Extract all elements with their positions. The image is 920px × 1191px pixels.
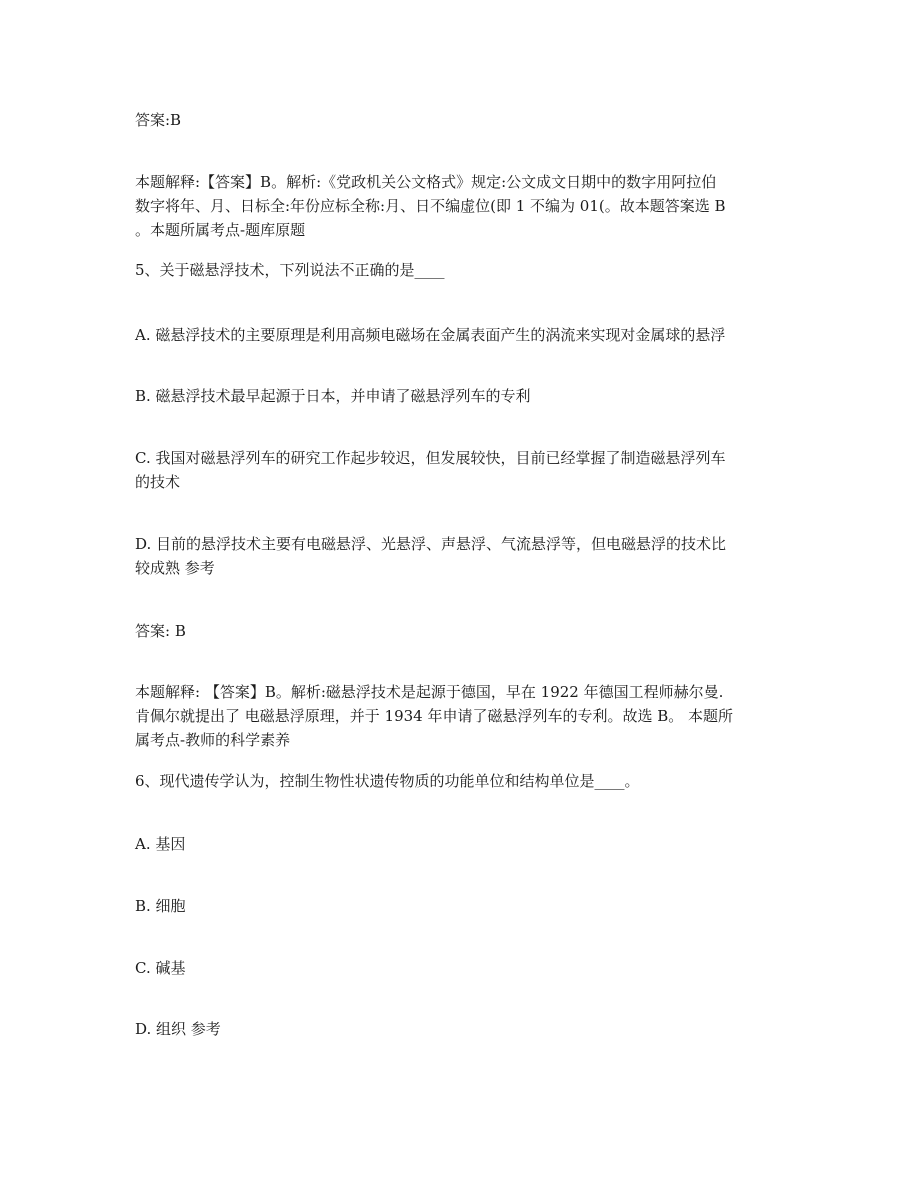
q6-option-d: D. 组织 参考 [135, 1020, 221, 1038]
q5-option-b: B. 磁悬浮技术最早起源于日本，并申请了磁悬浮列车的专利 [135, 387, 531, 405]
q4-answer: 答案:B [135, 111, 182, 129]
q6-option-a: A. 基因 [135, 835, 186, 853]
q6-question: 6、现代遗传学认为，控制生物性状遗传物质的功能单位和结构单位是____。 [135, 772, 640, 790]
q5-question: 5、关于磁悬浮技术，下列说法不正确的是____ [135, 261, 445, 279]
q6-option-c: C. 碱基 [135, 959, 186, 977]
q5-option-c: C. 我国对磁悬浮列车的研究工作起步较迟，但发展较快，目前已经掌握了制造磁悬浮列车 的技术 [135, 449, 726, 491]
q5-answer: 答案: B [135, 622, 186, 640]
q5-option-a: A. 磁悬浮技术的主要原理是利用高频电磁场在金属表面产生的涡流来实现对金属球的悬浮 [135, 326, 726, 344]
q5-option-d: D. 目前的悬浮技术主要有电磁悬浮、光悬浮、声悬浮、气流悬浮等，但电磁悬浮的技术比 较成熟 参考 [135, 535, 727, 577]
q4-explanation: 本题解释:【答案】B。解析:《党政机关公文格式》规定:公文成文日期中的数字用阿拉伯 数字将年、月、日标全:年份应标全称:月、日不编虚位(即 1 不编为 01(。故本题答案选 B 。本题所属考点-题库原题 [135, 173, 726, 239]
q5-explanation: 本题解释: 【答案】B。解析:磁悬浮技术是起源于德国，早在 1922 年德国工程师赫尔曼. 肯佩尔就提出了 电磁悬浮原理，并于 1934 年申请了磁悬浮列车的专利。故选 B。 本题所 属考点-教师的科学素养 [135, 683, 734, 749]
q6-option-b: B. 细胞 [135, 897, 186, 915]
